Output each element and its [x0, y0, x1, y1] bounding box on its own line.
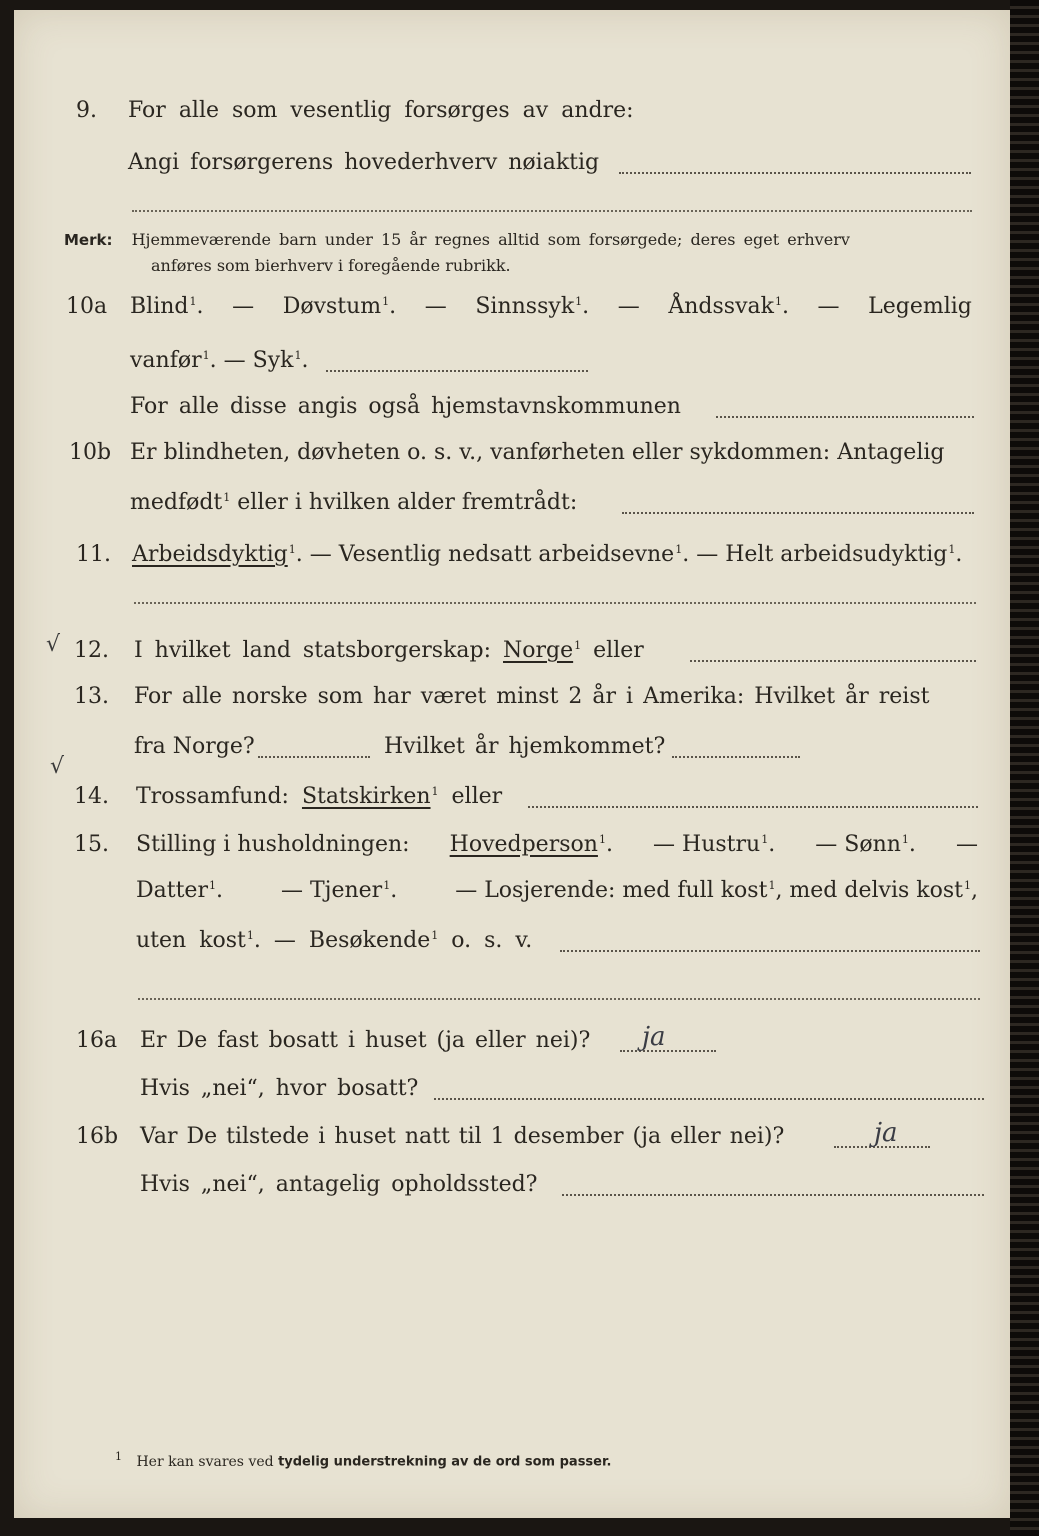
dash: —: [232, 294, 255, 319]
dash: —: [817, 294, 840, 319]
item-number: 10b: [69, 440, 112, 465]
item-options: [130, 294, 972, 319]
option-andssvak[interactable]: Åndssvak$^1$.: [668, 294, 789, 319]
item-text: [130, 348, 308, 373]
item-text-rest: eller i hvilken alder fremtrådt:: [237, 490, 578, 515]
option-norge[interactable]: Norge: [503, 638, 574, 663]
footnote-mark: 1: [115, 1450, 122, 1463]
option-legemlig[interactable]: Legemlig: [868, 294, 972, 319]
item-text: For alle norske som har været minst 2 år i Amerika: Hvilket år reist: [134, 684, 930, 709]
handwritten-answer[interactable]: ja: [642, 1022, 666, 1052]
separator: [134, 602, 976, 604]
item-text: I hvilket land statsborgerskap: Norge$^1$ eller: [134, 638, 644, 663]
item-text: [130, 490, 577, 515]
item-options: Stilling i husholdningen: Hovedperson$^1$. — Hustru$^1$. — Sønn$^1$. —: [136, 832, 978, 857]
item-number: 16b: [76, 1124, 119, 1149]
item-number: 10a: [66, 294, 108, 319]
option-tjener[interactable]: — Tjener$^1$.: [280, 878, 398, 903]
option-statskirken[interactable]: Statskirken: [301, 784, 431, 809]
item-text: Angi forsørgerens hovederhverv nøiaktig: [128, 150, 600, 175]
option-datter[interactable]: Datter$^1$.: [136, 878, 223, 903]
item-text: For alle som vesentlig forsørges av andre:: [128, 98, 634, 123]
item-text: Hvis „nei“, antagelig opholdssted?: [140, 1172, 538, 1197]
item-text: Hvilket år hjemkommet?: [384, 734, 666, 759]
answer-line[interactable]: [690, 660, 976, 662]
item-number: 16a: [76, 1028, 118, 1053]
item-text: Hvis „nei“, hvor bosatt?: [140, 1076, 419, 1101]
check-mark: √: [46, 632, 61, 657]
option-nedsatt[interactable]: — Vesentlig nedsatt arbeidsevne$^1$.: [309, 542, 690, 567]
item-text: For alle disse angis også hjemstavnskommunen: [130, 394, 681, 419]
scanned-edge: [1010, 0, 1039, 1536]
note-text: Hjemmeværende barn under 15 år regnes alltid som forsørgede; deres eget erhverv: [131, 230, 850, 249]
option-udyktig[interactable]: — Helt arbeidsudyktig$^1$.: [696, 542, 963, 567]
item-text: Var De tilstede i huset natt til 1 desember (ja eller nei)?: [140, 1124, 785, 1149]
item-number: 12.: [74, 638, 109, 663]
answer-line[interactable]: [434, 1098, 984, 1100]
footnote-emphasis: tydelig understrekning av de ord som passer.: [278, 1454, 612, 1470]
item-text: fra Norge?: [134, 734, 255, 759]
option-losjerende[interactable]: — Losjerende: med full kost$^1$, med delvis kost$^1$,: [455, 878, 978, 903]
note: [64, 228, 850, 252]
answer-line[interactable]: [562, 1194, 984, 1196]
handwritten-answer[interactable]: ja: [874, 1118, 898, 1148]
option-sinnssyk[interactable]: Sinnssyk$^1$.: [475, 294, 590, 319]
option-besokende[interactable]: — Besøkende$^1$: [273, 928, 439, 953]
dash: —: [617, 294, 640, 319]
answer-line[interactable]: [622, 512, 974, 514]
item-text: Trossamfund: Statskirken$^1$ eller: [136, 784, 503, 809]
item-text: uten kost$^1$. — Besøkende$^1$ o. s. v.: [136, 928, 533, 953]
option-uten-kost[interactable]: uten kost$^1$.: [136, 928, 261, 953]
answer-line-hjemkommet[interactable]: [672, 756, 800, 758]
item-text: Er De fast bosatt i huset (ja eller nei)?: [140, 1028, 591, 1053]
note-label: Merk:: [64, 231, 113, 249]
separator: [132, 210, 972, 212]
option-hustru[interactable]: — Hustru$^1$.: [653, 832, 776, 857]
answer-line[interactable]: [560, 950, 980, 952]
item-text: Arbeidsdyktig$^1$. — Vesentlig nedsatt arbeidsevne$^1$. — Helt arbeidsudyktig$^1$.: [132, 542, 963, 567]
item-text: Er blindheten, døvheten o. s. v., vanførheten eller sykdommen: Antagelig: [130, 440, 945, 465]
item-number: 13.: [74, 684, 109, 709]
census-form-page: [14, 10, 1010, 1518]
footnote: [114, 1450, 612, 1470]
separator: [138, 998, 980, 1000]
option-blind[interactable]: Blind$^1$.: [130, 294, 204, 319]
note-line2: anføres som bierhverv i foregående rubrikk.: [151, 256, 511, 275]
dash: —: [424, 294, 447, 319]
answer-line-reist[interactable]: [258, 756, 370, 758]
check-mark: √: [50, 754, 65, 779]
answer-line[interactable]: [620, 1050, 716, 1052]
item-number: 15.: [74, 832, 109, 857]
answer-line[interactable]: [326, 370, 588, 372]
answer-line[interactable]: [619, 172, 971, 174]
answer-line[interactable]: [716, 416, 974, 418]
item-number: 11.: [76, 542, 111, 567]
item-number: 14.: [74, 784, 109, 809]
option-vanfor[interactable]: vanfør$^1$.: [130, 348, 217, 373]
answer-line[interactable]: [528, 806, 978, 808]
option-dovstum[interactable]: Døvstum$^1$.: [282, 294, 397, 319]
option-syk[interactable]: — Syk$^1$.: [223, 348, 309, 373]
option-hovedperson[interactable]: Hovedperson: [449, 832, 598, 857]
footnote-text: Her kan svares ved: [136, 1453, 274, 1470]
option-sonn[interactable]: — Sønn$^1$.: [815, 832, 916, 857]
item-number: 9.: [76, 98, 97, 123]
option-medfodt[interactable]: medfødt$^1$: [130, 490, 231, 515]
item-options: [136, 878, 978, 903]
option-arbeidsdyktig[interactable]: Arbeidsdyktig: [132, 542, 288, 567]
